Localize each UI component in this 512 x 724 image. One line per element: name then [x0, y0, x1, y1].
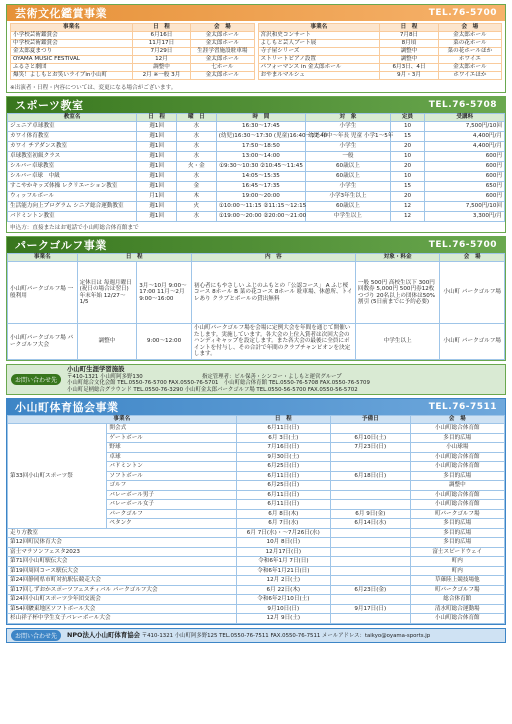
assoc-section: [6, 398, 506, 625]
table-row: [8, 595, 505, 605]
sports-section: [6, 96, 506, 233]
event-reserve-date: [331, 424, 411, 434]
pg-fee: 一般 500円 高校生以下 300円 回数券 5,000円 500円券12枚つづり 20名以上の団体は50%割引 (5日前までに予約必要): [355, 262, 439, 324]
table-row: [8, 262, 505, 324]
class-schedule: 週1回: [137, 202, 177, 212]
event-name: バドミントン: [107, 462, 236, 472]
col-header: 日 程: [132, 24, 190, 32]
class-schedule: 週1回: [137, 172, 177, 182]
parkgolf-title: パークゴルフ事業: [15, 239, 107, 252]
event-name: おやまルマルシェ: [258, 72, 380, 80]
class-day: 火・金: [176, 162, 216, 172]
pg-schedule: 定休日は 毎週月曜日 (祝日の場合は翌日) 年末年始 12/27～1/5: [77, 262, 137, 324]
class-capacity: 10: [390, 152, 425, 162]
event-venue: 富士スピードウェイ: [410, 547, 504, 557]
event-venue: 金太郎ホール: [438, 64, 501, 72]
event-date: 調整中: [380, 56, 438, 64]
art-note: ※出演者・日程・内容については、変更になる場合がございます。: [10, 85, 177, 91]
contact-tel: 小山町足柄総合グラウンド TEL.0550-76-3290 小山町金太郎パークゴルフ場 TEL.0550-56-5700 FAX.0550-56-5702: [67, 386, 358, 393]
table-row: [8, 585, 505, 595]
event-name: ペタンク: [107, 519, 236, 529]
table-row: [8, 538, 505, 548]
class-target: 小学生: [306, 142, 390, 152]
class-fee: 600円: [425, 152, 505, 162]
class-target: 中学生以上: [306, 212, 390, 222]
col-header: 内 容: [191, 254, 355, 262]
table-row: [8, 324, 505, 360]
event-reserve-date: [331, 528, 411, 538]
contact-box-association: [6, 628, 506, 643]
event-name: 第24回静岡県市町対抗駅伝競走大会: [8, 576, 237, 586]
class-capacity: 10: [390, 172, 425, 182]
event-date: 7月29日: [132, 48, 190, 56]
table-row: [258, 72, 502, 80]
event-date: 調整中: [380, 48, 438, 56]
pg-name: 小山町パークゴルフ場 一般利用: [8, 262, 78, 324]
contact-tel: 小山町総合文化会館 TEL.0550-76-5700 FAX.0550-76-5701 小山町総合体育館 TEL.0550-76-5708 FAX.0550-76-5709: [67, 380, 370, 387]
table-row: [8, 424, 505, 434]
table-row: [11, 32, 255, 40]
class-capacity: 20: [390, 162, 425, 172]
table-row: [8, 192, 505, 202]
event-venue: 多目的広場: [410, 528, 504, 538]
contact-box-facility: [6, 364, 506, 395]
assoc-table: [7, 415, 505, 624]
class-day: 木: [176, 192, 216, 202]
table-row: [8, 142, 505, 152]
table-row: [258, 32, 502, 40]
class-fee: 600円: [425, 172, 505, 182]
table-row: [8, 604, 505, 614]
event-reserve-date: 6月14日(水): [331, 519, 411, 529]
class-target: 小学生: [306, 122, 390, 132]
event-reserve-date: [331, 576, 411, 586]
assoc-title: 小山町体育協会事業: [15, 401, 119, 415]
event-date: 2月 ※一般 3月: [132, 72, 190, 80]
event-name: 寺子屋シリーズ: [258, 48, 380, 56]
art-title: 芸術文化鑑賞事業: [15, 7, 107, 20]
event-date: 6月3日、4日: [380, 64, 438, 72]
col-header: 会 場: [440, 254, 505, 262]
event-venue: ホワイエほか: [438, 72, 501, 80]
event-name: 第54回駿東地区ソフトボール大会: [8, 604, 237, 614]
event-date: 6月 3日(土): [236, 433, 330, 443]
table-row: [8, 557, 505, 567]
event-name: OYAMA MUSIC FESTIVAL: [11, 56, 133, 64]
event-reserve-date: [331, 547, 411, 557]
event-name: 第24回小山町スポーツ少年団交流会: [8, 595, 237, 605]
class-capacity: 20: [390, 192, 425, 202]
event-venue: 調整中: [410, 481, 504, 491]
contact-name: NPO法人小山町体育協会: [67, 630, 140, 639]
event-venue: 菜の花ホール: [438, 40, 501, 48]
pg-venue: 小山町 パークゴルフ場: [440, 262, 505, 324]
event-reserve-date: [331, 452, 411, 462]
event-name: 第17回しずおかスポーツフェスティバル パークゴルフ大会: [8, 585, 237, 595]
col-header: 定員: [390, 114, 425, 122]
class-target: 60歳以上: [306, 162, 390, 172]
event-reserve-date: 7月23日(日): [331, 443, 411, 453]
event-date: 6月11日(日): [236, 424, 330, 434]
event-date: 6月 7日(水)・～7月26日(水): [236, 528, 330, 538]
table-row: [11, 72, 255, 80]
event-reserve-date: [331, 557, 411, 567]
event-name: 金太郎夏まつり: [11, 48, 133, 56]
event-date: 12月17日(日): [236, 547, 330, 557]
class-day: 火: [176, 202, 216, 212]
event-venue: 多目的広場: [410, 538, 504, 548]
pg-name: 小山町パークゴルフ場 パークゴルフ大会: [8, 324, 78, 360]
contact-label: お問い合わせ先: [11, 630, 61, 641]
class-name: カワイ体育教室: [8, 132, 137, 142]
class-capacity: 12: [390, 202, 425, 212]
table-row: [11, 48, 255, 56]
event-venue: 金太郎ホール: [438, 32, 501, 40]
col-header: 事業名: [8, 416, 237, 424]
event-reserve-date: 6月23日(金): [331, 585, 411, 595]
event-venue: 金太郎ホール: [191, 32, 254, 40]
event-date: 6月 22日(木): [236, 585, 330, 595]
event-date: 10月 8日(日): [236, 538, 330, 548]
class-name: ウィッフルボール: [8, 192, 137, 202]
class-name: バドミントン教室: [8, 212, 137, 222]
class-schedule: 週1回: [137, 142, 177, 152]
art-section: [6, 4, 506, 93]
class-schedule: 月1回: [137, 192, 177, 202]
table-row: [11, 64, 255, 72]
col-header: 事業名: [11, 24, 133, 32]
class-day: 水: [176, 122, 216, 132]
pg-content: 初心者にもやさしい ふじのふもとの「公認コース」 A ふじ桜コース 8ホール B 菜の花コース 8ホール 駐車場、休憩所、トイレあり クラブとボールの貸出無料: [191, 262, 355, 324]
class-day: 水: [176, 152, 216, 162]
class-day: 水: [176, 172, 216, 182]
event-date: 令和6年2月10日(土): [236, 595, 330, 605]
col-header: 会 場: [191, 24, 254, 32]
event-name: ソフトボール: [107, 471, 236, 481]
col-header: 日 程: [236, 416, 330, 424]
event-name: パークゴルフ: [107, 509, 236, 519]
pg-times: 3月～10月 9:00～17:00 11月～2月 9:00～16:00: [137, 262, 192, 324]
table-row: [258, 40, 502, 48]
event-date: 6月11日(日): [236, 500, 330, 510]
class-fee: 3,300円/月: [425, 212, 505, 222]
event-date: 6月 7日(水): [236, 519, 330, 529]
contact-label: お問い合わせ先: [11, 374, 61, 385]
event-date: 8月頃: [380, 40, 438, 48]
event-name: 卓球: [107, 452, 236, 462]
event-date: 6月25日(日): [236, 462, 330, 472]
col-header: 日 程: [77, 254, 191, 262]
sports-title: スポーツ教室: [15, 99, 84, 112]
class-target: 小学生: [306, 182, 390, 192]
event-date: 令和6年1月 7日(日): [236, 557, 330, 567]
class-time: (幼児)16:30～17:30 (児童)16:40～17:40: [216, 132, 305, 142]
class-time: 13:00～14:00: [216, 152, 305, 162]
col-header: 会 場: [410, 416, 504, 424]
class-fee: 600円: [425, 192, 505, 202]
class-fee: 7,500円/10回: [425, 122, 505, 132]
class-time: ①19:00～20:00 ②20:00～21:00: [216, 212, 305, 222]
event-reserve-date: [331, 566, 411, 576]
event-date: 12月 2日(土): [236, 576, 330, 586]
class-fee: 4,400円/月: [425, 142, 505, 152]
art-header: [7, 5, 505, 21]
class-name: カワイ チアダンス教室: [8, 142, 137, 152]
event-venue: 小山町総合体育館: [410, 424, 504, 434]
event-venue: 小山球場: [410, 443, 504, 453]
event-venue: 多目的広場: [410, 433, 504, 443]
class-time: 16:45～17:35: [216, 182, 305, 192]
class-schedule: 週1回: [137, 212, 177, 222]
event-date: 9月・3月: [380, 72, 438, 80]
event-venue: 総合体育館: [410, 595, 504, 605]
event-group: 第33回小山町スポーツ祭: [8, 424, 107, 529]
event-reserve-date: 6月18日(日): [331, 471, 411, 481]
class-fee: 650円: [425, 182, 505, 192]
pg-times: 9:00～12:00: [137, 324, 192, 360]
table-row: [8, 576, 505, 586]
class-capacity: 20: [390, 142, 425, 152]
event-venue: 多目的広場: [410, 471, 504, 481]
event-name: 爆笑！よしもとお笑いライブin小山町: [11, 72, 133, 80]
pg-schedule: 調整中: [77, 324, 137, 360]
event-date: 9月10日(日): [236, 604, 330, 614]
table-row: [258, 48, 502, 56]
class-name: シルバー卓球 中級: [8, 172, 137, 182]
class-target: 60歳以上: [306, 202, 390, 212]
event-venue: 金太郎ホール: [191, 72, 254, 80]
class-day: 金: [176, 182, 216, 192]
class-capacity: 15: [390, 132, 425, 142]
event-date: 12月 9日(土): [236, 614, 330, 624]
event-date: 6月25日(日): [236, 481, 330, 491]
event-date: 7月8日: [380, 32, 438, 40]
class-name: シルバー卓球教室: [8, 162, 137, 172]
event-name: 走り方教室: [8, 528, 237, 538]
event-reserve-date: [331, 490, 411, 500]
event-date: 11月17日: [132, 40, 190, 48]
table-row: [8, 547, 505, 557]
event-venue: ホワイエ: [438, 56, 501, 64]
table-row: [8, 152, 505, 162]
parkgolf-header: [7, 237, 505, 253]
art-table-left: [10, 23, 255, 80]
event-reserve-date: [331, 462, 411, 472]
event-reserve-date: 6月 9日(金): [331, 509, 411, 519]
class-fee: 600円: [425, 162, 505, 172]
event-name: 中学校芸術鑑賞会: [11, 40, 133, 48]
col-header: 対 象: [306, 114, 390, 122]
event-venue: 町内: [410, 557, 504, 567]
class-schedule: 週1回: [137, 132, 177, 142]
event-venue: 小山町総合体育館: [410, 500, 504, 510]
event-name: 野球: [107, 443, 236, 453]
table-row: [8, 212, 505, 222]
class-fee: 4,400円/月: [425, 132, 505, 142]
event-name: 第71回小山町駅伝大会: [8, 557, 237, 567]
class-schedule: 週1回: [137, 152, 177, 162]
event-name: 第12回町民体育大会: [8, 538, 237, 548]
event-name: ゲートボール: [107, 433, 236, 443]
col-header: 予備日: [331, 416, 411, 424]
class-capacity: 15: [390, 182, 425, 192]
class-name: 生活能力向上プログラム シニア総合運動教室: [8, 202, 137, 212]
sports-table: [7, 113, 505, 222]
event-date: 6月11日(日): [236, 471, 330, 481]
class-time: ①9:30～10:30 ②10:45～11:45: [216, 162, 305, 172]
event-venue: 小山町総合体育館: [410, 452, 504, 462]
event-date: 6月16日: [132, 32, 190, 40]
event-reserve-date: [331, 481, 411, 491]
class-day: 水: [176, 142, 216, 152]
event-name: ストリートピアノ設置: [258, 56, 380, 64]
event-date: 7月16日(日): [236, 443, 330, 453]
event-venue: 小山町総合体育館: [410, 462, 504, 472]
table-row: [11, 40, 255, 48]
class-day: 水: [176, 212, 216, 222]
event-name: ふるさと劇団: [11, 64, 133, 72]
table-row: [8, 132, 505, 142]
class-name: ジュニア卓球教室: [8, 122, 137, 132]
col-header: 日 程: [137, 114, 177, 122]
event-name: バレーボール女子: [107, 500, 236, 510]
event-date: 令和6年1月21日(日): [236, 566, 330, 576]
parkgolf-table: [7, 253, 505, 360]
event-reserve-date: 6月10日(土): [331, 433, 411, 443]
table-row: [258, 64, 502, 72]
event-reserve-date: [331, 614, 411, 624]
table-row: [8, 182, 505, 192]
pg-fee: 中学生以上: [355, 324, 439, 360]
contact-address: 〒410-1321 小山町阿多野130 指定管理者：ビル保善・シンコー・よしもと運営グループ: [67, 373, 342, 380]
pg-venue: 小山町 パークゴルフ場: [440, 324, 505, 360]
table-row: [11, 56, 255, 64]
class-day: 水: [176, 132, 216, 142]
parkgolf-section: [6, 236, 506, 361]
class-time: 19:00～20:00: [216, 192, 305, 202]
assoc-tel: TEL.76-7511: [428, 402, 497, 413]
col-header: 事業名: [258, 24, 380, 32]
event-venue: 町パークゴルフ場: [410, 509, 504, 519]
assoc-header: [7, 399, 505, 415]
event-date: 調整中: [132, 64, 190, 72]
class-capacity: 12: [390, 212, 425, 222]
event-name: パフォーマンス in 金太郎ホール: [258, 64, 380, 72]
event-venue: 草薙陸上競技場他: [410, 576, 504, 586]
table-row: [8, 162, 505, 172]
event-venue: 小山町総合体育館: [410, 490, 504, 500]
class-target: 60歳以上: [306, 172, 390, 182]
class-schedule: 週1回: [137, 162, 177, 172]
class-fee: 7,500円/10回: [425, 202, 505, 212]
col-header: 受講料: [425, 114, 505, 122]
class-name: 卓球教室初級クラス: [8, 152, 137, 162]
event-venue: 金太郎ホール: [191, 56, 254, 64]
class-target: 小学3年生以上: [306, 192, 390, 202]
table-row: [8, 528, 505, 538]
event-name: よしもと芸人ブート展: [258, 40, 380, 48]
page: [6, 4, 506, 646]
event-reserve-date: [331, 500, 411, 510]
class-time: 14:05～15:35: [216, 172, 305, 182]
art-table-right: [258, 23, 503, 80]
table-row: [8, 172, 505, 182]
table-row: [258, 56, 502, 64]
class-time: 17:50～18:50: [216, 142, 305, 152]
sports-tel: TEL.76-5708: [428, 100, 497, 110]
art-tel: TEL.76-5700: [428, 8, 497, 18]
event-name: 杉山祥子杯中学生女子バレーボール大会: [8, 614, 237, 624]
contact-name: 小山町生涯学習施設: [67, 365, 125, 373]
event-venue: 七ホール: [191, 64, 254, 72]
event-name: ゴルフ: [107, 481, 236, 491]
col-header: 事業名: [8, 254, 78, 262]
event-venue: 菜の花ホールほか: [438, 48, 501, 56]
col-header: 会 場: [438, 24, 501, 32]
table-row: [8, 202, 505, 212]
parkgolf-tel: TEL.76-5700: [428, 240, 497, 250]
event-venue: 町内: [410, 566, 504, 576]
event-name: 第19回周回コース駅伝大会: [8, 566, 237, 576]
event-venue: 清水町総合運動場: [410, 604, 504, 614]
col-header: 曜 日: [176, 114, 216, 122]
event-venue: 生涯学習施設駐車場: [191, 48, 254, 56]
event-venue: 多目的広場: [410, 519, 504, 529]
event-venue: 小山町総合体育館: [410, 614, 504, 624]
class-target: 一般: [306, 152, 390, 162]
event-name: バレーボール男子: [107, 490, 236, 500]
event-venue: 町パークゴルフ場: [410, 585, 504, 595]
sports-header: [7, 97, 505, 113]
table-row: [8, 614, 505, 624]
col-header: 日 程: [380, 24, 438, 32]
class-time: ①10:00～11:15 ②11:15～12:15: [216, 202, 305, 212]
class-time: 16:30～17:45: [216, 122, 305, 132]
class-name: すこやかキッズ体操 レクリエーション教室: [8, 182, 137, 192]
class-schedule: 週1回: [137, 182, 177, 192]
event-date: 6月 8日(木): [236, 509, 330, 519]
event-reserve-date: [331, 538, 411, 548]
event-reserve-date: [331, 595, 411, 605]
class-capacity: 10: [390, 122, 425, 132]
col-header: 時 間: [216, 114, 305, 122]
pg-content: 小山町パークゴルフ場を会場に定例大会を年間を通じて開催いたします。実施しています。各大会の上位入賞者は次回大会のハンディキャップを設定します。また各大会の最後に全員にポイントを付与し、その合計で年間のクラブチャンピオンを決定します。: [191, 324, 355, 360]
event-date: 6月11日(日): [236, 490, 330, 500]
event-reserve-date: 9月17日(日): [331, 604, 411, 614]
event-name: 富士マラソンフェスタ2023: [8, 547, 237, 557]
col-header: 対象・料金: [355, 254, 439, 262]
event-venue: 金太郎ホール: [191, 40, 254, 48]
class-schedule: 週1回: [137, 122, 177, 132]
event-date: 9月30日(土): [236, 452, 330, 462]
contact-address: 〒410-1321 小山町阿多野125 TEL.0550-76-7511 FAX.0550-76-7511 メールアドレス：taikyo@oyama-sports.jp: [141, 632, 431, 639]
table-row: [8, 566, 505, 576]
col-header: 教室名: [8, 114, 137, 122]
event-name: 宮沢和史コンサート: [258, 32, 380, 40]
class-target: 幼児 年中～年長 児童 小学1～5年: [306, 132, 390, 142]
table-row: [8, 122, 505, 132]
event-name: 小学校芸術鑑賞会: [11, 32, 133, 40]
sports-note: 申込方：直接またはお電話で小山町総合体育館まで: [10, 225, 139, 231]
event-date: 12月: [132, 56, 190, 64]
event-name: 開会式: [107, 424, 236, 434]
